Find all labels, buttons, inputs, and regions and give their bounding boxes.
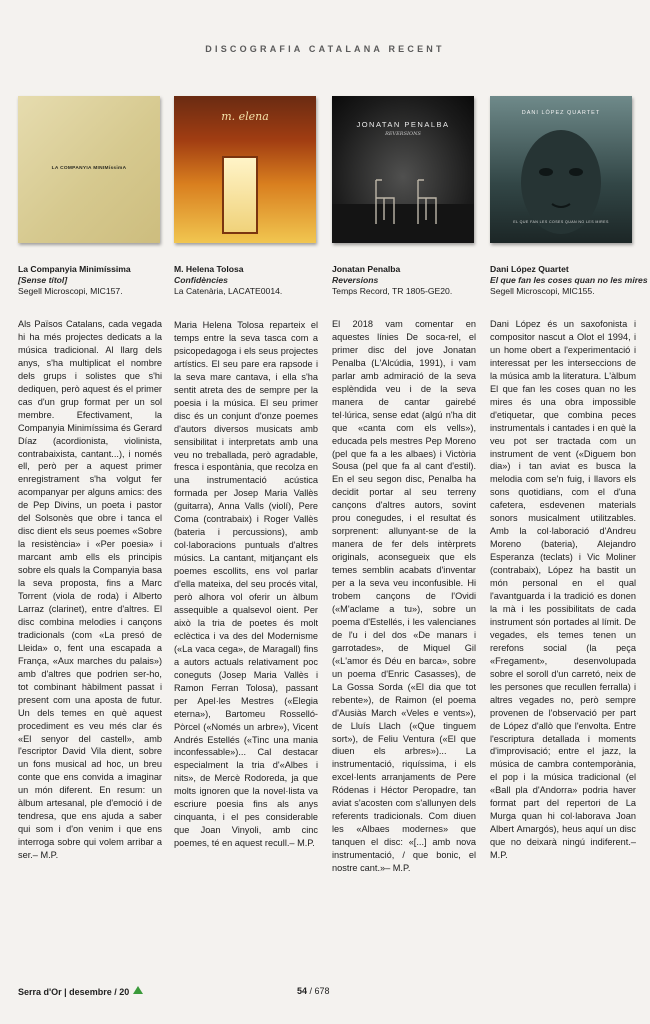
record-info-2: [174, 264, 324, 297]
album-cover-confidencies: [174, 96, 316, 243]
album-cover-reversions: [332, 96, 474, 243]
album-cover-el-que-fan-les-coses: [490, 96, 632, 243]
record-label: Segell Microscopi, MIC157.: [18, 286, 123, 296]
record-title: [Sense títol]: [18, 275, 68, 285]
record-title: El que fan les coses quan no les mires: [490, 275, 648, 285]
record-label: La Catenària, LACATE0014.: [174, 286, 283, 296]
record-info-3: [332, 264, 482, 297]
record-info-4: [490, 264, 648, 297]
section-header: DISCOGRAFIA CATALANA RECENT: [205, 44, 445, 54]
record-label: Temps Record, TR 1805-GE20.: [332, 286, 453, 296]
record-artist: Dani López Quartet: [490, 264, 569, 274]
cover-title: DANI LÓPEZ QUARTET: [521, 110, 601, 116]
record-title: Confidències: [174, 275, 228, 285]
page-separator: /: [307, 986, 315, 996]
record-artist: Jonatan Penalba: [332, 264, 401, 274]
magazine-issue: Serra d'Or | desembre / 20: [18, 987, 130, 997]
record-label: Segell Microscopi, MIC155.: [490, 286, 595, 296]
review-column-3: El 2018 vam comentar en aquestes línies De soca-rel, el primer disc del jove Jonatan Penalba (L'Alcúdia, 1991), i vam parlar amb admiració de la seva esplèndida veu i de la seva manera de cantar gairebé tel·lúrica, sense edat (algú n'ha dit que «canta com els vells»), educada pels mestres Pep Moreno (pel que fa a les albaes) i Victòria Sousa (pel que fa al cant d'estil). En el seu segon disc, Penalba ha decidit portar al seu terreny cançons d'altres autors, sovint prou conegudes, i el resultat és sorprenent: allunyant-se de la manera de fer dels intèrprets originals, aconsegueix que els temes semblin acabats d'inventar per a la seva veu inconfusible. Hi trobem cançons de l'Ovidi («M'aclame a tu»), sobre un poema d'Estellés, i les valencianes de l'u i del dos «De manars i garrotades», de Miquel Gil («L'amor és Déu en barca», sobre un poema d'Enric Casasses), de La Gossa Sorda («El dia que tot rebente»), de Raimon (el poema d'Ausiàs March «Veles e vents»), de Lluís Llach («Que tinguem sort»), de Feliu Ventura («El que diuen els arbres»)... La instrumentació, riquíssima, i els excel·lents arranjaments de Pere Ródenas i Héctor Peropadre, tan aviat s'acosten com s'allunyen dels referents tradicionals. Com diuen les «Albaes modernes» que tanquen el disc: «[...] amb nova instrumentació, / que bonic, el nostre cant.»– M.P.: [332, 319, 476, 874]
record-info-1: [18, 264, 168, 297]
cover-title: JONATAN PENALBA: [356, 120, 450, 129]
record-artist: La Companyia Minimíssima: [18, 264, 131, 274]
page-total: 678: [314, 986, 330, 996]
cover-title: LA COMPANYIA MINIMíssimA: [51, 166, 127, 171]
cover-subtitle: REVERSIONS: [385, 131, 421, 137]
triangle-icon: [133, 986, 143, 994]
cover-subtitle: EL QUE FAN LES COSES QUAN NO LES MIRES: [513, 220, 609, 224]
review-column-1: Als Països Catalans, cada vegada hi ha més projectes dedicats a la música tradicional. Al llarg dels anys, s'ha multiplicat el nombre dels grups i solistes que s'hi dediquen, però aquest és el primer cas d'un grup format per un sol membre. Efectivament, la Companyia Minimíssima és Gerard Díaz (acordionista, violinista, contrabaixista, cantant...), i només ell, però per a aquest primer enregistrament s'ha volgut fer acompanyar per alguns amics: des de Pep Divins, un poeta i pastor del Solsonès que obre i tanca el disc dient els seus poemes «Sobre la resistència» i «Per poesia» i marcant amb ells els principis sobre els quals la Companyia basa la seva proposta, fins a Marc Torrent (viola de roda) i Alberto Larraz (clarinet), entre d'altres. El disc combina melodies i cançons tradicionals (com «La presó de Lleida» o, fent una escapada a França, «Aux marches du palais») amb d'altres que podrien ser-ho, tot combinant hàbilment passat i present com una aposta de futur. Un dels temes en què aquest procediment es veu més clar és «El senyor del castell», amb l'escriptor David Vila dient, sobre un fons musical ad hoc, un breu conte que ens convida a imaginar un món diferent. En resum: un àlbum artesanal, ple d'emoció i de tendresa, que ens ajuda a saber qui som i d'on venim i que ens interroga sobre qui volem arribar a ser.– M.P.: [18, 319, 162, 861]
page-number: [297, 986, 330, 996]
magazine-footer: [18, 986, 143, 997]
cover-title: m. elena: [221, 110, 269, 123]
review-column-2: Maria Helena Tolosa reparteix el temps entre la seva tasca com a psicopedagoga i els seus projectes artístics. El seu pare era rapsode i la seva mare cantava, i ella s'ha sentit atreta des de sempre per la poesia i la música. El seu primer disc és un conjunt d'onze poemes d'autors diversos musicats amb sensibilitat i interpretats amb una veu no treballada, però agradable, fresca i espontània, que recolza en una instrumentació acústica formada per Josep Maria Vallès (guitarra), Anna Valls (violí), Pere Coma (contrabaix) i Roger Vallès (bateria i percussions), amb col·laboracions puntuals d'altres músics. La cantant, mitjançant els poemes escollits, ens vol parlar d'ella mateixa, del seu procés vital, però alhora vol oferir un àlbum assequible a qualsevol oient. Per això la tria de poetes és molt eclèctica i va des del Modernisme («La vaca cega», de Maragall) fins a autors actuals relativament poc coneguts (Josep Maria Vallès i Ramon Ferran Tolosa), passant per Apel·les Mestres («Elegia eterna»), Bartomeu Rosselló-Pòrcel («Només un arbre»), Vicent Andrés Estellés («Tinc una mania inconfessable»)... Cal destacar especialment la tria d'«Albes i nits», de Mercè Rodoreda, ja que molts ignoren que la novel·lista va escriure poesia fins als anys cinquanta, i el pes considerable que Joan Vinyoli, amb cinc poemes, té en aquest recull.– M.P.: [174, 320, 318, 849]
chairs-illustration: [332, 96, 474, 243]
album-cover-companyia-minimissima: [18, 96, 160, 243]
doorway-illustration: [222, 156, 258, 234]
record-title: Reversions: [332, 275, 379, 285]
page-current: 54: [297, 986, 308, 996]
review-column-4: Dani López és un saxofonista i compositor nascut a Olot el 1994, i un home obert a l'experimentació i interessat per les interseccions de la música amb la literatura. L'àlbum El que fan les coses quan no les mires és una obra impossible d'etiquetar, que combina peces instrumentals i cantades i en què la veu pot ser tractada com un instrument de vent («Diguem bon dia») i tan aviat es busca la melodia com se'n fuig, i llavors els sons quotidians, com el d'una cafetera, esdevenen materials sonors musicalment utilitzables. Amb la col·laboració d'Andreu Moreno (bateria), Alejandro Esperanza (teclats) i Vic Moliner (contrabaix), López ha bastit un món personal en el qual l'avantguarda i la tradició es donen la mà i les possibilitats de cada instrument són portades al límit. De vegades, els temes tenen un rerefons social (la peça «Fregament», desenvolupada sobre el soroll d'un carretó, neix de les persones que recullen ferralla) i altres vegades no, però sempre provenen de l'observació per part de López d'allò que l'envolta. Entre l'escriptura detallada i moments d'improvisació; entre el jazz, la música de cambra contemporània, el pop i la música tradicional (el «Ball pla d'Andorra» podria haver format part del repertori de La Murga quan hi col·laborava Joan Albert Amargós), heus aquí un disc que no deixarà ningú indiferent.– M.P.: [490, 319, 636, 861]
record-artist: M. Helena Tolosa: [174, 264, 244, 274]
